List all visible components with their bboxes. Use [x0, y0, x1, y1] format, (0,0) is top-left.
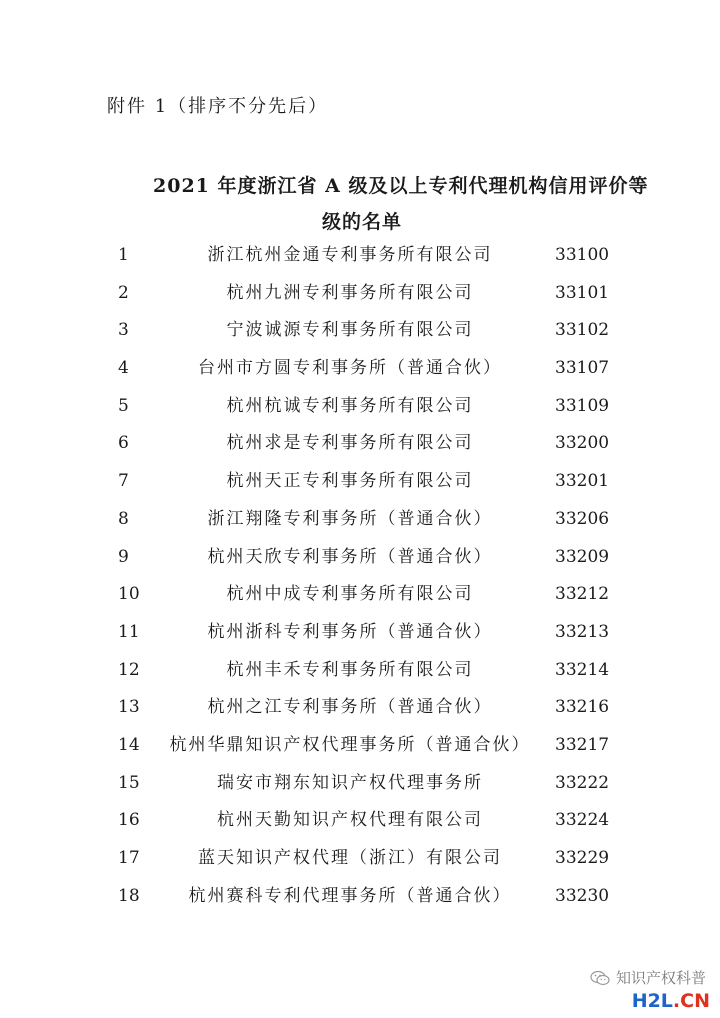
list-item	[0, 689, 720, 727]
agency-code: 33230	[555, 885, 610, 906]
logo-part-h2l: H2L	[631, 990, 673, 1012]
agency-name: 浙江翔隆专利事务所（普通合伙）	[207, 508, 493, 529]
agency-name: 浙江杭州金通专利事务所有限公司	[207, 245, 493, 265]
list-item	[0, 652, 720, 690]
agency-code: 33200	[555, 433, 610, 454]
row-number: 4	[118, 358, 129, 379]
agency-name: 瑞安市翔东知识产权代理事务所	[217, 772, 483, 793]
agency-code: 33102	[555, 320, 610, 341]
list-item	[0, 802, 720, 840]
wechat-icon	[590, 970, 610, 986]
list-item	[0, 237, 720, 275]
agency-code: 33222	[555, 772, 610, 793]
agency-name: 杭州天正专利事务所有限公司	[226, 471, 474, 492]
agency-name: 杭州丰禾专利事务所有限公司	[226, 659, 474, 680]
row-number: 15	[118, 772, 140, 793]
agency-code: 33229	[555, 848, 610, 868]
agency-name: 杭州浙科专利事务所（普通合伙）	[207, 621, 493, 642]
row-number: 13	[118, 697, 140, 718]
agency-name: 杭州求是专利事务所有限公司	[226, 433, 474, 454]
list-item	[0, 727, 720, 765]
list-item	[0, 463, 720, 501]
row-number: 5	[118, 395, 129, 416]
row-number: 17	[118, 848, 140, 868]
agency-name: 杭州天勤知识产权代理有限公司	[217, 810, 483, 831]
list-item	[0, 878, 720, 916]
agency-code: 33109	[555, 395, 610, 416]
row-number: 14	[118, 734, 140, 755]
row-number: 7	[118, 471, 129, 492]
h2l-logo	[632, 990, 710, 1012]
agency-code: 33216	[555, 697, 610, 718]
agency-name: 杭州九洲专利事务所有限公司	[226, 282, 474, 303]
agency-code: 33101	[555, 282, 610, 303]
row-number: 9	[118, 546, 129, 567]
list-item	[0, 614, 720, 652]
list-item	[0, 576, 720, 614]
watermark	[590, 967, 706, 988]
row-number: 3	[118, 320, 129, 341]
agency-name: 杭州天欣专利事务所（普通合伙）	[207, 546, 493, 567]
row-number: 10	[118, 584, 140, 605]
list-item	[0, 312, 720, 350]
agency-code: 33100	[555, 245, 610, 265]
agency-code: 33206	[555, 508, 610, 529]
agency-name: 宁波诚源专利事务所有限公司	[226, 320, 474, 341]
agency-code: 33213	[555, 621, 610, 642]
list-item	[0, 840, 720, 878]
agency-name: 杭州华鼎知识产权代理事务所（普通合伙）	[169, 734, 531, 755]
agency-name: 杭州中成专利事务所有限公司	[226, 584, 474, 605]
agency-code: 33201	[555, 471, 610, 492]
list-item	[0, 275, 720, 313]
list-item	[0, 501, 720, 539]
row-number: 11	[118, 621, 140, 642]
row-number: 12	[118, 659, 140, 680]
agency-name: 台州市方圆专利事务所（普通合伙）	[198, 358, 502, 379]
agency-code: 33107	[555, 358, 610, 379]
list-item	[0, 350, 720, 388]
row-number: 8	[118, 508, 129, 529]
logo-part-cn: .CN	[672, 990, 710, 1012]
agency-name: 杭州杭诚专利事务所有限公司	[226, 395, 474, 416]
list-item	[0, 539, 720, 577]
document-title-line2: 级的名单	[322, 211, 403, 233]
agency-list	[0, 237, 720, 915]
agency-code: 33212	[555, 584, 610, 605]
agency-name: 蓝天知识产权代理（浙江）有限公司	[198, 848, 502, 868]
agency-code: 33224	[555, 810, 610, 831]
document-title-line1: 2021 年度浙江省 A 级及以上专利代理机构信用评价等	[153, 175, 649, 197]
agency-code: 33217	[555, 734, 610, 755]
row-number: 1	[118, 245, 129, 265]
agency-code: 33214	[555, 659, 610, 680]
agency-name: 杭州赛科专利代理事务所（普通合伙）	[188, 885, 512, 906]
row-number: 2	[118, 282, 129, 303]
list-item	[0, 388, 720, 426]
attachment-label: 附件 1（排序不分先后）	[107, 96, 329, 117]
row-number: 6	[118, 433, 129, 454]
watermark-text: 知识产权科普	[615, 969, 706, 987]
agency-name: 杭州之江专利事务所（普通合伙）	[207, 697, 493, 718]
row-number: 18	[118, 885, 140, 906]
agency-code: 33209	[555, 546, 610, 567]
row-number: 16	[118, 810, 140, 831]
list-item	[0, 765, 720, 803]
list-item	[0, 425, 720, 463]
